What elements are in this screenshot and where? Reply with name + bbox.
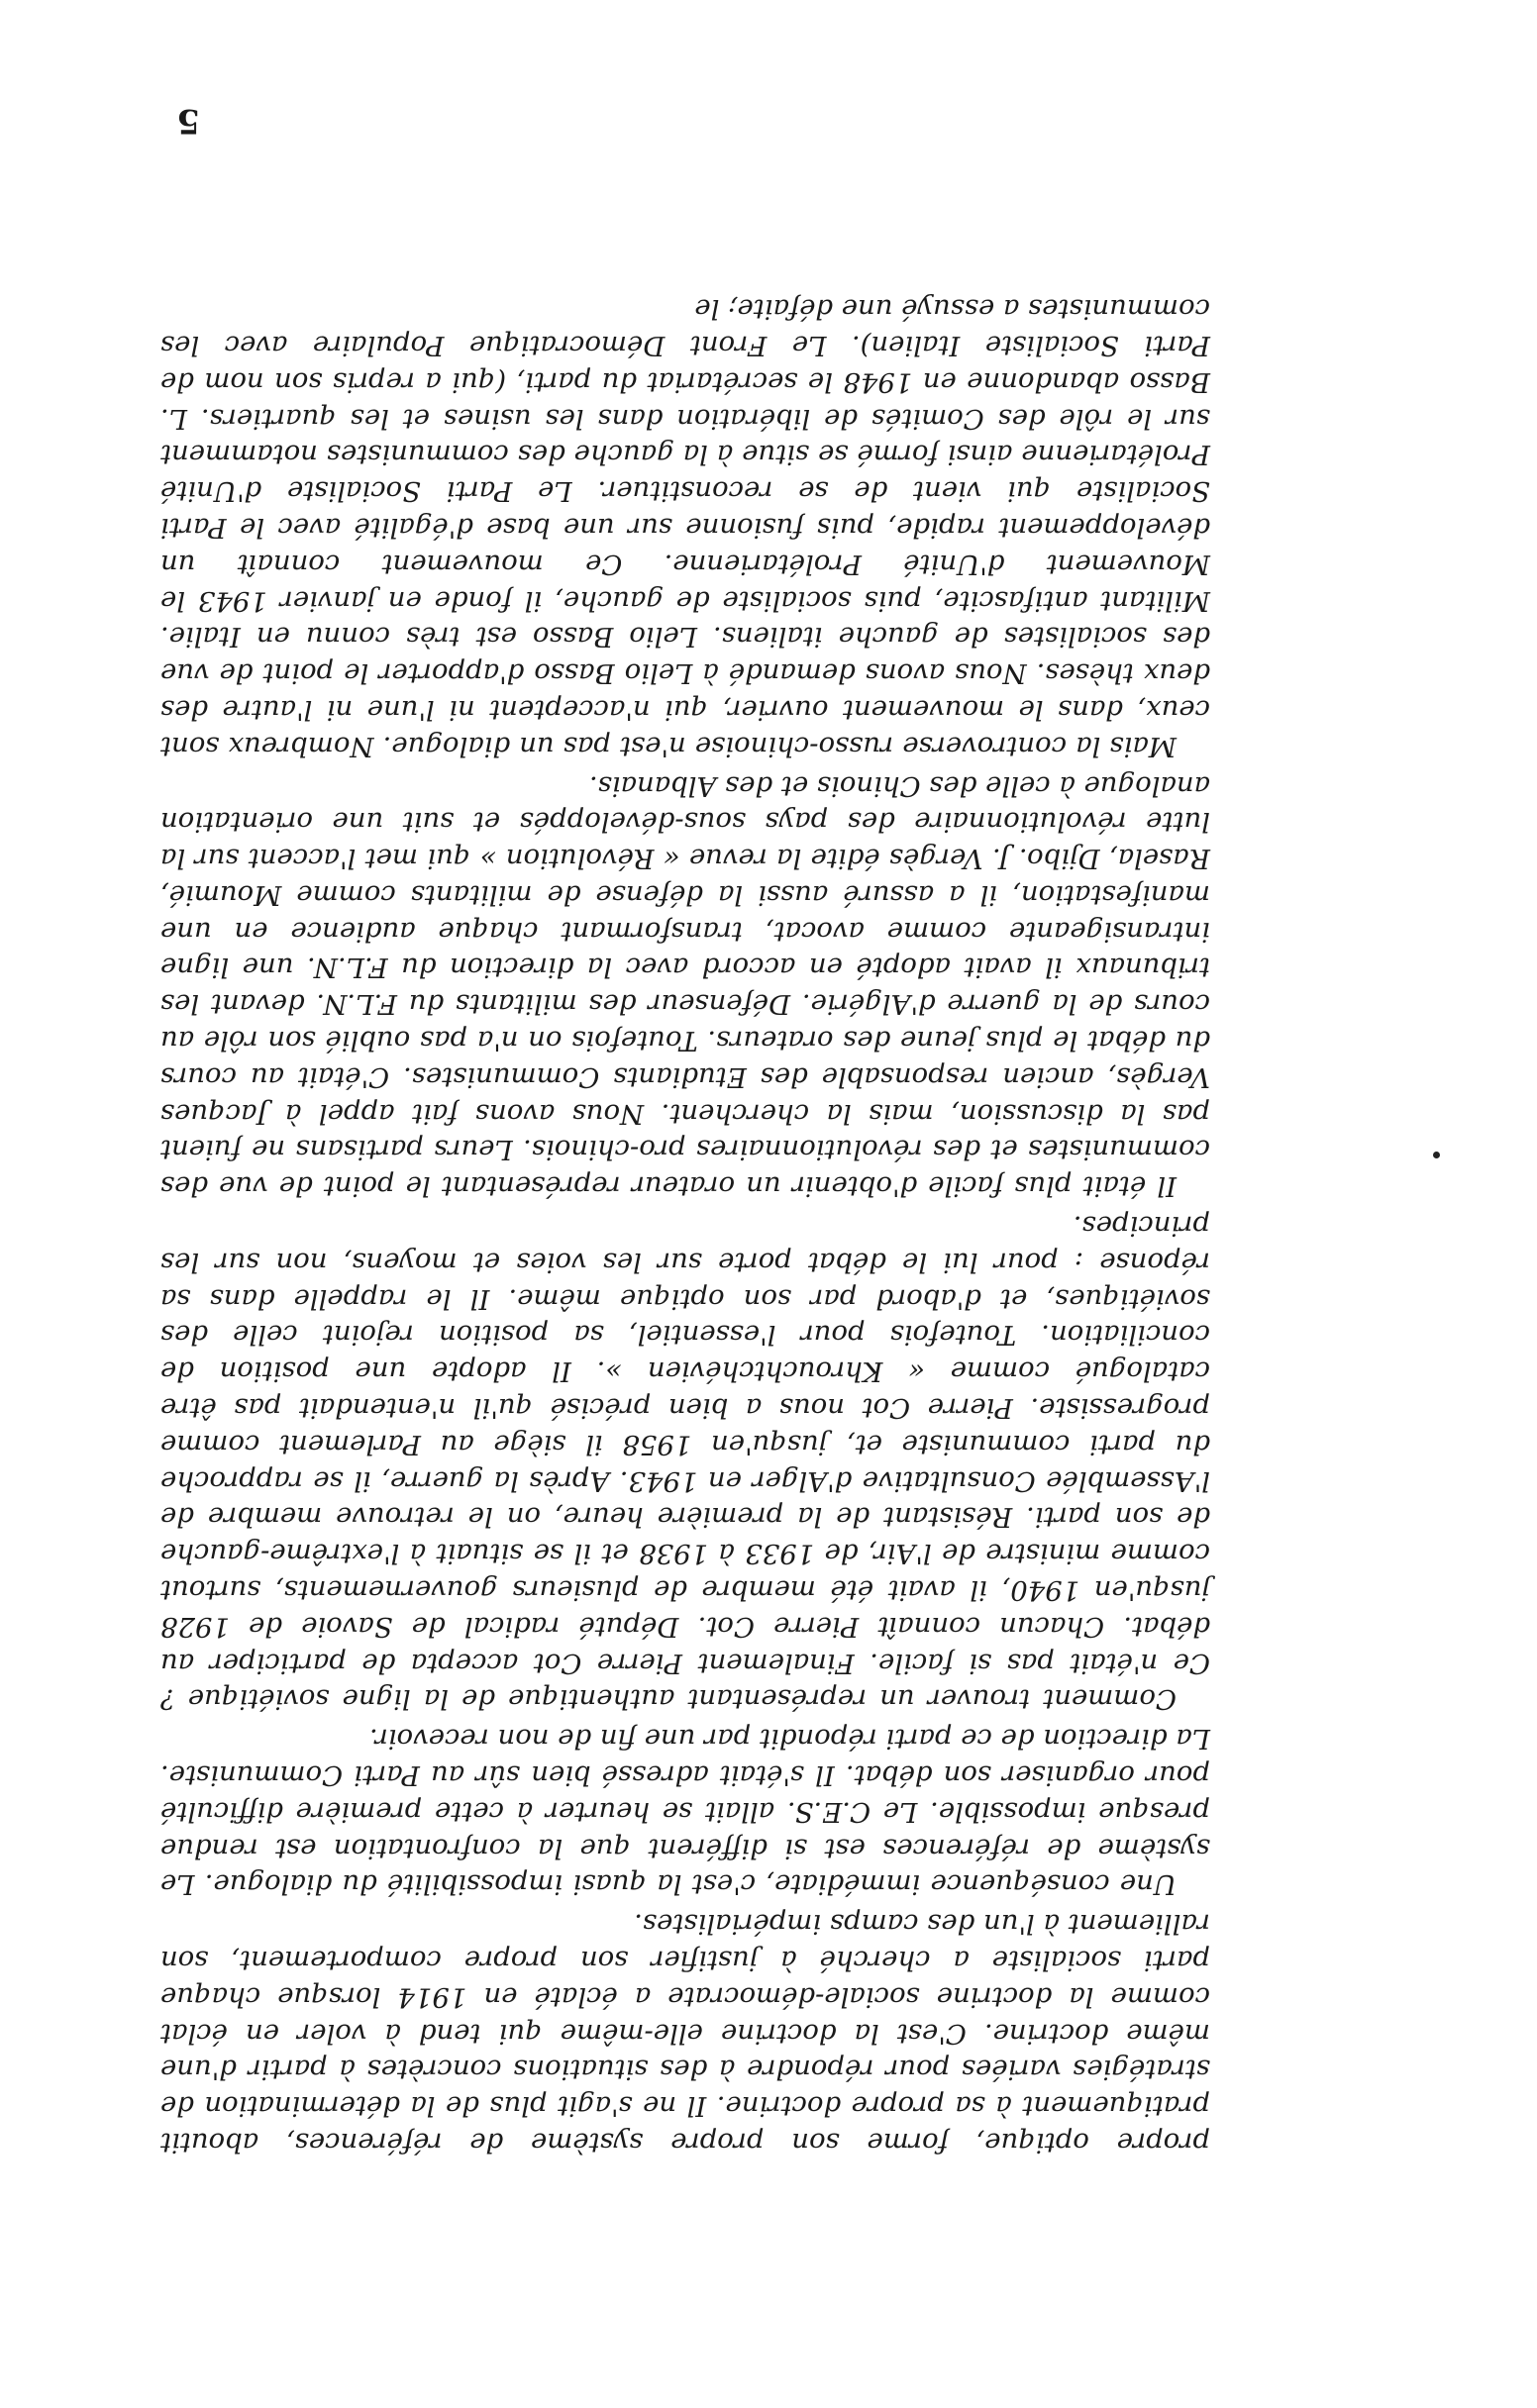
paragraph-4: Il était plus facile d'obtenir un orateur représentant le point de vue des communistes et des révolutionnaires pro-chinois. Leurs partisans ne fuient pas la discussion, mais la cherchent. Nous avons fait appel à Jacques Vergès, ancien responsable des Etudiants Communistes. C'était au cours du débat le plus jeune des orateurs. Toutefois on n'a pas oublié son rôle au cours de la guerre d'Algérie. Défenseur des militants du F.L.N. devant les tribunaux il avait adopté en accord avec la direction du F.L.N. une ligne intransigeante comme avocat, transformant chaque audience en une manifestation, il a assuré aussi la défense de militants comme Moumié, Rasela, Djibo. J. Vergès édite la revue « Révolution » qui met l'accent sur la lutte révolutionnaire des pays sous-développés et suit une orientation analogue à celle des Chinois et des Albanais. bbox=[160, 769, 1210, 1203]
page-number: 5 bbox=[176, 101, 200, 141]
paragraph-2: Une conséquence immédiate, c'est la quasi impossibilité du dialogue. Le système de références est si différent que la confrontation est rendue presque impossible. Le C.E.S. allait se heurter à cette première difficulté pour organiser son débat. Il s'était adressé bien sûr au Parti Communiste. La direction de ce parti répondit par une fin de non recevoir. bbox=[160, 1723, 1210, 1901]
paragraph-5: Mais la controverse russo-chinoise n'est pas un dialogue. Nombreux sont ceux, dans le mouvement ouvrier, qui n'acceptent ni l'une ni l'autre des deux thèses. Nous avons demandé à Lelio Basso d'apporter le point de vue des socialistes de gauche italiens. Lelio Basso est très connu en Italie. Militant antifascite, puis socialiste de gauche, il fonde en janvier 1943 le Mouvement d'Unité Prolétarienne. Ce mouvement connaît un développement rapide, puis fusionne sur une base d'égalité avec le Parti Socialiste qui vient de se reconstituer. Le Parti Socialiste d'Unité Prolétarienne ainsi formé se situe à la gauche des communistes notamment sur le rôle des Comités de libération dans les usines et les quartiers. L. Basso abandonne en 1948 le secrétariat du parti, (qui a repris son nom de Parti Socialiste Italien). Le Front Démocratique Populaire avec les communistes a essuyé une défaite; le bbox=[160, 293, 1210, 762]
paragraph-1: propre optique, forme son propre système de références, aboutit pratiquement à sa propre doctrine. Il ne s'agit plus de la détermination de stratégies variées pour répondre à des situations concrètes à partir d'une même doctrine. C'est la doctrine elle-même qui tend à voler en éclat comme la doctrine sociale-démocrate a éclaté en 1914 lorsque chaque parti socialiste a cherché à justifier son propre comportement, son ralliement à l'un des camps impérialistes. bbox=[160, 1908, 1210, 2158]
body-text bbox=[160, 290, 1210, 2160]
ink-speck bbox=[1433, 1152, 1440, 1158]
paragraph-3: Comment trouver un représentant authentique de la ligne soviétique ? Ce n'était pas si facile. Finalement Pierre Cot accepta de participer au débat. Chacun connaît Pierre Cot. Député radical de Savoie de 1928 jusqu'en 1940, il avait été membre de plusieurs gouvernements, surtout comme ministre de l'Air, de 1933 à 1938 et il se situait à l'extrême-gauche de son parti. Résistant de la première heure, on le retrouve membre de l'Assemblée Consultative d'Alger en 1943. Après la guerre, il se rapproche du parti communiste et, jusqu'en 1958 il siège au Parlement comme progressiste. Pierre Cot nous a bien précisé qu'il n'entendait pas être catalogué comme « Khrouchtchévien ». Il adopte une position de conciliation. Toutefois pour l'essentiel, sa position rejoint celle des soviétiques, et d'abord par son optique même. Il le rappelle dans sa réponse : pour lui le débat porte sur les voies et moyens, non sur les principes. bbox=[160, 1210, 1210, 1716]
